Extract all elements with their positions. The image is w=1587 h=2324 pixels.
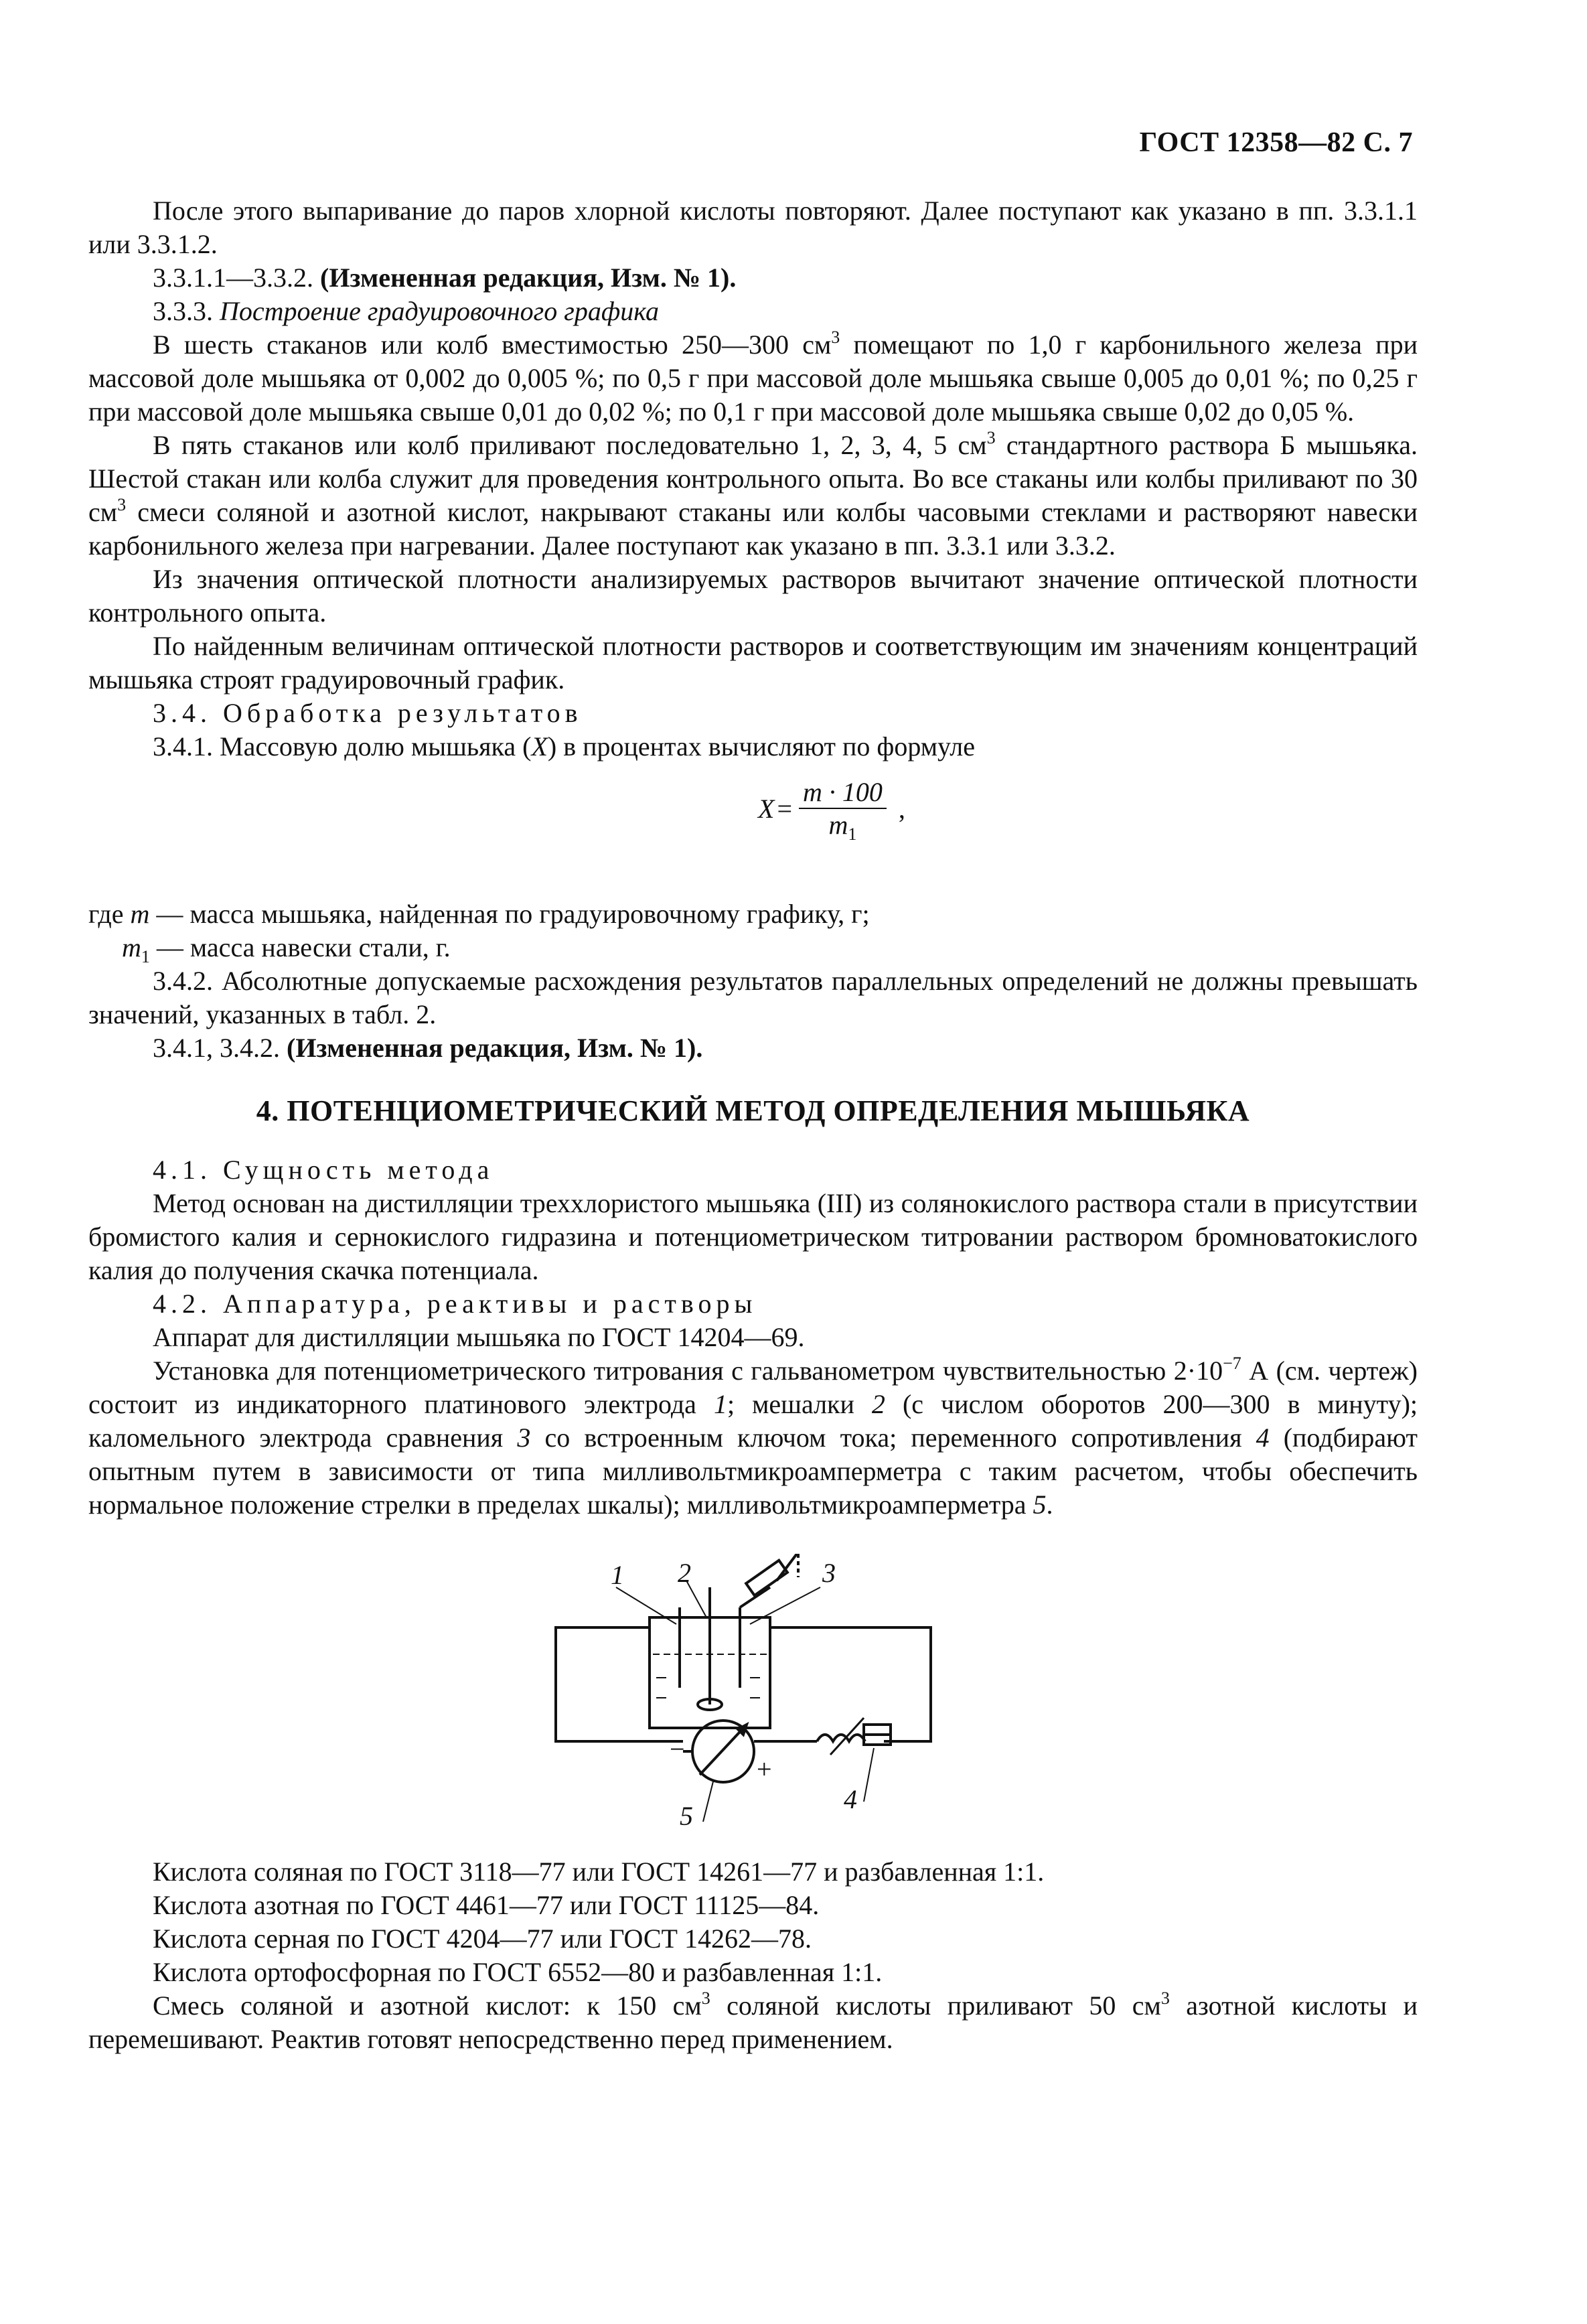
paragraph-mass-fraction: 3.4.1. Массовую долю мышьяка (X) в процентах вычисляют по формуле [153,731,975,761]
paragraph-six-beakers: В шесть стаканов или колб вместимостью 250—300 $см^3$ помещают по 1,0 г карбонильного железа при массовой доле мышьяка от 0,002 до 0,005 %; по 0,5 г при массовой доле мышьяка свыше 0,005 до 0,01 %; по 0,25 г при массовой доле мышьяка свыше 0,01 до 0,02 %; по 0,1 г при массовой доле мышьяка свыше 0,02 до 0,05 %. [88,328,1418,427]
formula [88,764,1418,857]
formula-denominator: $m_1$ [828,810,857,844]
text-block-reagents [88,1855,1418,2056]
titration-setup-diagram [549,1554,964,1835]
paragraph-calibration-heading: 3.3.3. Построение градуировочного графика [153,296,659,326]
paragraph-distillation-apparatus: Аппарат для дистилляции мышьяка по ГОСТ 14204—69. [153,1322,805,1352]
paragraph-tolerances: 3.4.2. Абсолютные допускаемые расхождения результатов параллельных определений не должны превышать значений, указанных в табл. 2. [88,966,1418,1029]
paragraph-titration-setup: Установка для потенциометрического титрования с гальванометром чувствительностью $2\cdot 10^{-7}$ А (см. чертеж) состоит из индикаторного платинового электрода 1; мешалки 2 (с числом оборотов 200—300 в минуту); каломельного электрода сравнения 3 со встроенным ключом тока; переменного сопротивления 4 (подбирают опытным путем в зависимости от типа милливольтмикроамперметра с таким расчетом, чтобы обеспечить нормальное положение стрелки в пределах шкалы); милливольтмикроамперметра 5. [88,1354,1418,1520]
paragraph-revision-note-2: 3.4.1, 3.4.2. (Измененная редакция, Изм. № 1). [153,1033,703,1063]
label-2: 2 [678,1558,691,1588]
paragraph-five-beakers: В пять стаканов или колб приливают последовательно 1, 2, 3, 4, 5 $см^3$ стандартного раствора Б мышьяка. Шестой стакан или колба служит для проведения контрольного опыта. Во все стаканы или колбы приливают по 30 $см^3$ смеси соляной и азотной кислот, накрывают стаканы или колбы часовыми стеклами и растворяют навески карбонильного железа при нагревании. Далее поступают как указано в пп. 3.3.1 или 3.3.2. [88,428,1418,561]
reagent-phosphoric-acid: Кислота ортофосфорная по ГОСТ 6552—80 и разбавленная 1:1. [153,1957,883,1987]
reagent-nitric-acid: Кислота азотная по ГОСТ 4461—77 или ГОСТ 11125—84. [153,1890,820,1920]
formula-lhs: X [758,794,775,824]
diagram-svg [549,1554,964,1835]
paragraph-optical-density: Из значения оптической плотности анализируемых растворов вычитают значение оптической плотности контрольного опыта. [88,564,1418,628]
circuit-wire-right [770,1627,931,1741]
paragraph-method-essence: Метод основан на дистилляции треххлористого мышьяка (III) из солянокислого раствора стали в присутствии бромистого калия и сернокислого гидразина и потенциометрическом титровании раствором бромноватокислого калия до получения скачка потенциала. [88,1188,1418,1285]
paragraph-where-m: где m — масса мышьяка, найденная по градуировочному графику, г; [88,899,870,929]
section-title: 4. ПОТЕНЦИОМЕТРИЧЕСКИЙ МЕТОД ОПРЕДЕЛЕНИЯ МЫШЬЯКА [256,1094,1250,1127]
formula-comma: , [898,794,905,824]
label-1: 1 [611,1560,624,1590]
paragraph-where-m1: $m_1$ — масса навески стали, г. [122,932,451,966]
paragraph-apparatus-heading: 4.2. Аппаратура, реактивы и растворы [153,1289,757,1319]
paragraph-repeat-evaporation: После этого выпаривание до паров хлорной кислоты повторяют. Далее поступают как указано в пп. 3.3.1.1 или 3.3.1.2. [88,196,1418,259]
label-4: 4 [844,1784,857,1814]
paragraph-results-heading: 3.4. Обработка результатов [153,698,583,728]
label-minus: − [670,1734,685,1764]
text-block-calibration [88,194,1418,857]
paragraph-method-essence-heading: 4.1. Сущность метода [153,1155,494,1185]
formula-numerator: m · 100 [799,777,887,809]
label-3: 3 [822,1558,836,1588]
text-block-potentiometric [88,897,1418,1522]
paragraph-build-graph: По найденным величинам оптической плотности растворов и соответствующим им значениям концентраций мышьяка строят градуировочный график. [88,631,1418,695]
circuit-wire [556,1627,683,1741]
page-header: ГОСТ 12358—82 С. 7 [1139,127,1413,158]
formula-fraction [799,777,887,844]
variable-resistor [817,1735,865,1741]
reagent-sulfuric-acid: Кислота серная по ГОСТ 4204—77 или ГОСТ 14262—78. [153,1923,812,1954]
formula-equals: = [777,794,792,824]
reagent-hydrochloric-acid: Кислота соляная по ГОСТ 3118—77 или ГОСТ 14261—77 и разбавленная 1:1. [153,1857,1045,1887]
paragraph-revision-note-1: 3.3.1.1—3.3.2. (Измененная редакция, Изм. № 1). [153,263,737,293]
reagent-acid-mixture: Смесь соляной и азотной кислот: к 150 $см^3$ соляной кислоты приливают 50 $см^3$ азотной кислоты и перемешивают. Реактив готовят непосредственно перед применением. [88,1988,1418,2054]
formula-expression [758,777,905,844]
label-5: 5 [680,1801,693,1831]
label-plus: + [757,1754,772,1784]
